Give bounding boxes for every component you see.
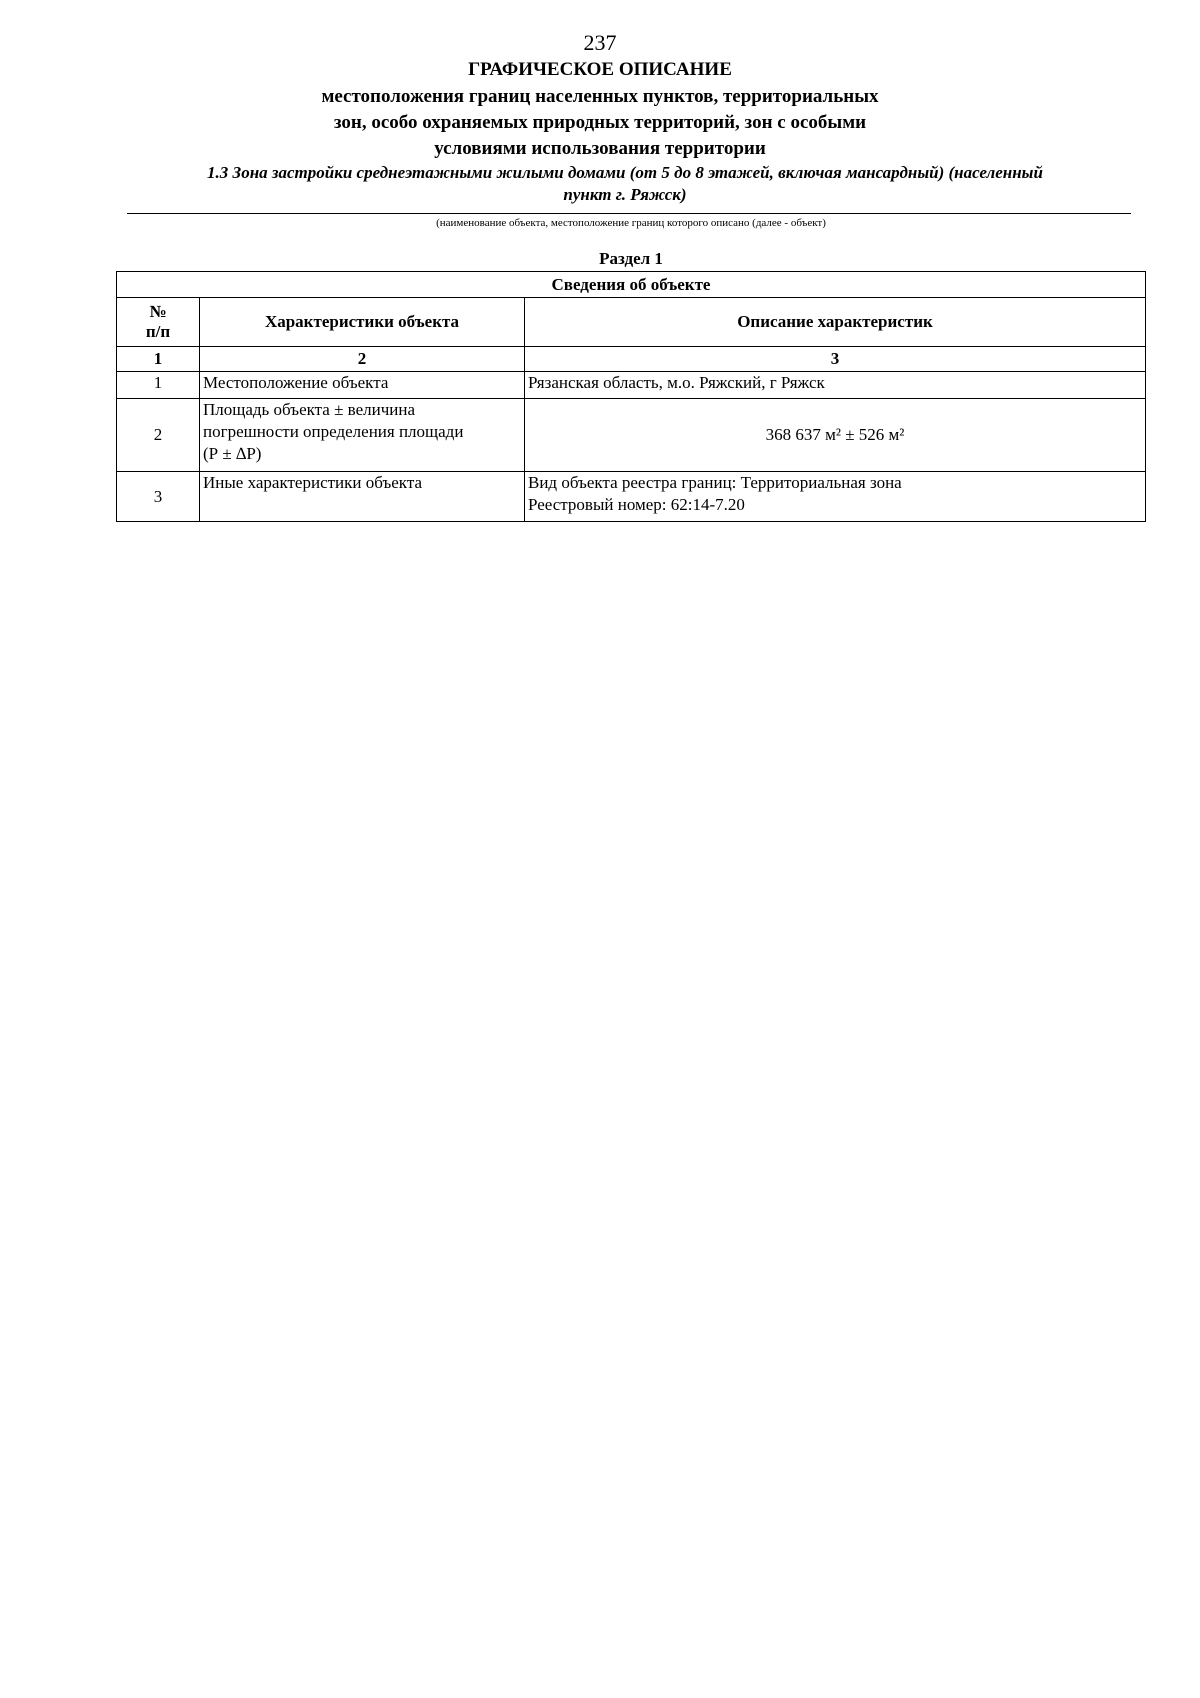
row-number: 1 bbox=[117, 372, 200, 399]
subtitle-line: условиями использования территории bbox=[434, 138, 766, 159]
page-number: 237 bbox=[583, 30, 617, 55]
row-description: Рязанская область, м.о. Ряжский, г Ряжск bbox=[525, 372, 1146, 399]
subtitle-line: зон, особо охраняемых природных территорий, зон с особыми bbox=[333, 112, 867, 133]
column-number-row bbox=[117, 347, 1146, 372]
section-title: Раздел 1 bbox=[599, 249, 663, 268]
object-name-caption: (наименование объекта, местоположение границ которого описано (далее - объект) bbox=[436, 217, 826, 229]
subtitle-line: местоположения границ населенных пунктов, территориальных bbox=[321, 86, 879, 107]
column-header-number: № п/п bbox=[117, 298, 200, 347]
table-row bbox=[117, 372, 1146, 399]
table-header-row bbox=[117, 298, 1146, 347]
object-name-line: пункт г. Ряжск) bbox=[563, 185, 687, 204]
table-caption-row bbox=[117, 272, 1146, 298]
column-number: 3 bbox=[525, 347, 1146, 372]
object-info-table bbox=[116, 271, 1146, 522]
column-number: 2 bbox=[200, 347, 525, 372]
row-characteristic: Площадь объекта ± величина погрешности определения площади (Р ± ∆Р) bbox=[200, 399, 525, 472]
row-characteristic: Иные характеристики объекта bbox=[200, 472, 525, 522]
column-header-description: Описание характеристик bbox=[525, 298, 1146, 347]
column-number: 1 bbox=[117, 347, 200, 372]
row-number: 3 bbox=[117, 472, 200, 522]
object-name-underline bbox=[127, 213, 1131, 214]
table-row bbox=[117, 399, 1146, 472]
row-number: 2 bbox=[117, 399, 200, 472]
row-description: Вид объекта реестра границ: Территориальная зона Реестровый номер: 62:14-7.20 bbox=[525, 472, 1146, 522]
table-caption: Сведения об объекте bbox=[117, 272, 1146, 298]
table-row bbox=[117, 472, 1146, 522]
object-name-line: 1.3 Зона застройки среднеэтажными жилыми домами (от 5 до 8 этажей, включая мансардный) (населенный bbox=[207, 163, 1043, 182]
document-subtitle bbox=[0, 84, 1200, 162]
row-characteristic: Местоположение объекта bbox=[200, 372, 525, 399]
object-name bbox=[120, 162, 1130, 206]
document-title: ГРАФИЧЕСКОЕ ОПИСАНИЕ bbox=[468, 59, 732, 80]
column-header-characteristic: Характеристики объекта bbox=[200, 298, 525, 347]
row-description: 368 637 м² ± 526 м² bbox=[525, 399, 1146, 472]
